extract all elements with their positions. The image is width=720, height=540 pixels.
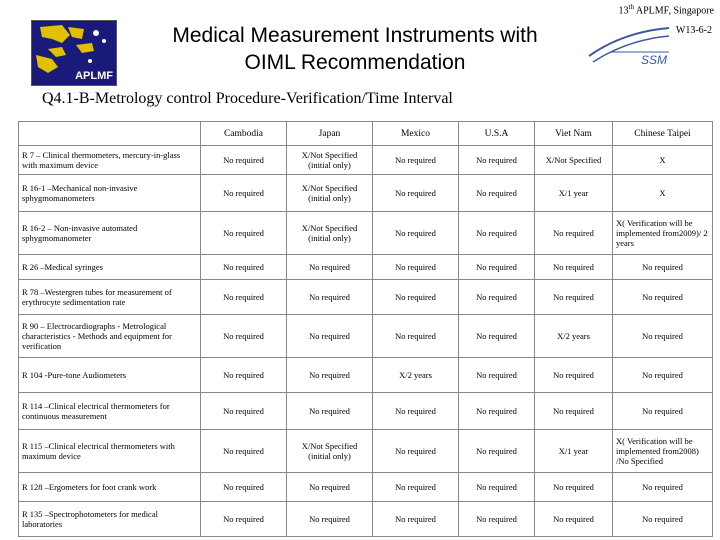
table-cell: X	[613, 175, 713, 212]
ssm-logo	[583, 22, 673, 74]
table-cell: No required	[613, 315, 713, 358]
row-label: R 114 –Clinical electrical thermometers for continuous measurement	[19, 393, 201, 430]
header-corner	[19, 122, 201, 146]
table-row	[19, 280, 713, 315]
table-cell: X/Not Specified (initial only)	[287, 430, 373, 473]
table-cell: No required	[201, 146, 287, 175]
table-row	[19, 212, 713, 255]
svg-text:SSM: SSM	[641, 53, 668, 67]
table-cell: No required	[459, 212, 535, 255]
row-label: R 115 –Clinical electrical thermometers with maximum device	[19, 430, 201, 473]
row-label: R 104 -Pure-tone Audiometers	[19, 358, 201, 393]
table-row	[19, 146, 713, 175]
table-cell: X/2 years	[535, 315, 613, 358]
table-cell: No required	[613, 280, 713, 315]
document-code: W13-6-2	[675, 25, 712, 36]
table-cell: No required	[459, 473, 535, 502]
table-cell: No required	[459, 430, 535, 473]
table-cell: No required	[373, 146, 459, 175]
table-cell: No required	[287, 255, 373, 280]
column-header-viet-nam: Viet Nam	[535, 122, 613, 146]
table-cell: X/2 years	[373, 358, 459, 393]
table-cell: No required	[535, 393, 613, 430]
table-cell: No required	[201, 175, 287, 212]
table-row	[19, 393, 713, 430]
table-cell: No required	[535, 280, 613, 315]
table-cell: No required	[459, 255, 535, 280]
table-cell: No required	[287, 502, 373, 537]
table-cell: X	[613, 146, 713, 175]
table-cell: X( Verification will be implemented from2009)/ 2 years	[613, 212, 713, 255]
table-cell: No required	[613, 393, 713, 430]
table-row	[19, 175, 713, 212]
verification-table	[18, 121, 713, 537]
table-cell: No required	[373, 393, 459, 430]
table-cell: No required	[459, 315, 535, 358]
row-label: R 26 –Medical syringes	[19, 255, 201, 280]
table-cell: No required	[373, 473, 459, 502]
table-row	[19, 430, 713, 473]
table-cell: No required	[459, 280, 535, 315]
table-cell: No required	[201, 393, 287, 430]
aplmf-logo: APLMF	[31, 20, 117, 86]
table-cell: No required	[373, 502, 459, 537]
row-label: R 16-1 –Mechanical non-invasive sphygmomanometers	[19, 175, 201, 212]
table-cell: X/Not Specified (initial only)	[287, 175, 373, 212]
table-cell: No required	[287, 315, 373, 358]
table-row	[19, 358, 713, 393]
table-cell: No required	[287, 473, 373, 502]
table-cell: No required	[287, 280, 373, 315]
table-cell: No required	[201, 212, 287, 255]
table-cell: No required	[613, 473, 713, 502]
table-cell: No required	[535, 212, 613, 255]
table-cell: No required	[373, 430, 459, 473]
table-cell: X/1 year	[535, 430, 613, 473]
table-cell: No required	[201, 280, 287, 315]
table-cell: No required	[535, 502, 613, 537]
table-cell: No required	[201, 502, 287, 537]
row-label: R 135 –Spectrophotometers for medical laboratories	[19, 502, 201, 537]
meeting-label: 13th APLMF, Singapore	[618, 3, 714, 17]
table-cell: No required	[613, 255, 713, 280]
header-row	[19, 122, 713, 146]
table-cell: No required	[201, 255, 287, 280]
column-header-usa: U.S.A	[459, 122, 535, 146]
page-title	[130, 22, 580, 76]
table-cell: No required	[373, 280, 459, 315]
title-line-1: Medical Measurement Instruments with	[172, 24, 538, 47]
table-cell: No required	[201, 315, 287, 358]
table-cell: No required	[459, 502, 535, 537]
title-line-2: OIML Recommendation	[244, 51, 466, 74]
column-header-japan: Japan	[287, 122, 373, 146]
table-cell: No required	[201, 358, 287, 393]
row-label: R 7 – Clinical thermometers, mercury-in-glass with maximum device	[19, 146, 201, 175]
table-cell: X/Not Specified	[535, 146, 613, 175]
table-cell: No required	[459, 175, 535, 212]
table-cell: No required	[459, 146, 535, 175]
column-header-chinese-taipei: Chinese Taipei	[613, 122, 713, 146]
row-label: R 128 –Ergometers for foot crank work	[19, 473, 201, 502]
table-cell: No required	[287, 393, 373, 430]
row-label: R 90 – Electrocardiographs - Metrological characteristics - Methods and equipment for verification	[19, 315, 201, 358]
table-cell: No required	[201, 430, 287, 473]
table-cell: X( Verification will be implemented from2008) /No Specified	[613, 430, 713, 473]
table-cell: X/Not Specified (initial only)	[287, 146, 373, 175]
column-header-cambodia: Cambodia	[201, 122, 287, 146]
table-row	[19, 473, 713, 502]
table-cell: No required	[459, 393, 535, 430]
table-cell: No required	[535, 358, 613, 393]
table-row	[19, 315, 713, 358]
table-row	[19, 255, 713, 280]
table-cell: No required	[535, 255, 613, 280]
table-cell: No required	[373, 315, 459, 358]
table-cell: No required	[613, 502, 713, 537]
row-label: R 16-2 – Non-invasive automated sphygmomanometer	[19, 212, 201, 255]
table-cell: No required	[459, 358, 535, 393]
table-cell: No required	[373, 212, 459, 255]
table-cell: No required	[373, 255, 459, 280]
table-cell: No required	[287, 358, 373, 393]
table-cell: X/Not Specified (initial only)	[287, 212, 373, 255]
column-header-mexico: Mexico	[373, 122, 459, 146]
table-cell: No required	[613, 358, 713, 393]
row-label: R 78 –Westergren tubes for measurement of erythrocyte sedimentation rate	[19, 280, 201, 315]
table-cell: No required	[201, 473, 287, 502]
table-cell: No required	[535, 473, 613, 502]
section-subtitle: Q4.1-B-Metrology control Procedure-Verification/Time Interval	[42, 90, 453, 107]
table-row	[19, 502, 713, 537]
table-cell: No required	[373, 175, 459, 212]
table-cell: X/1 year	[535, 175, 613, 212]
